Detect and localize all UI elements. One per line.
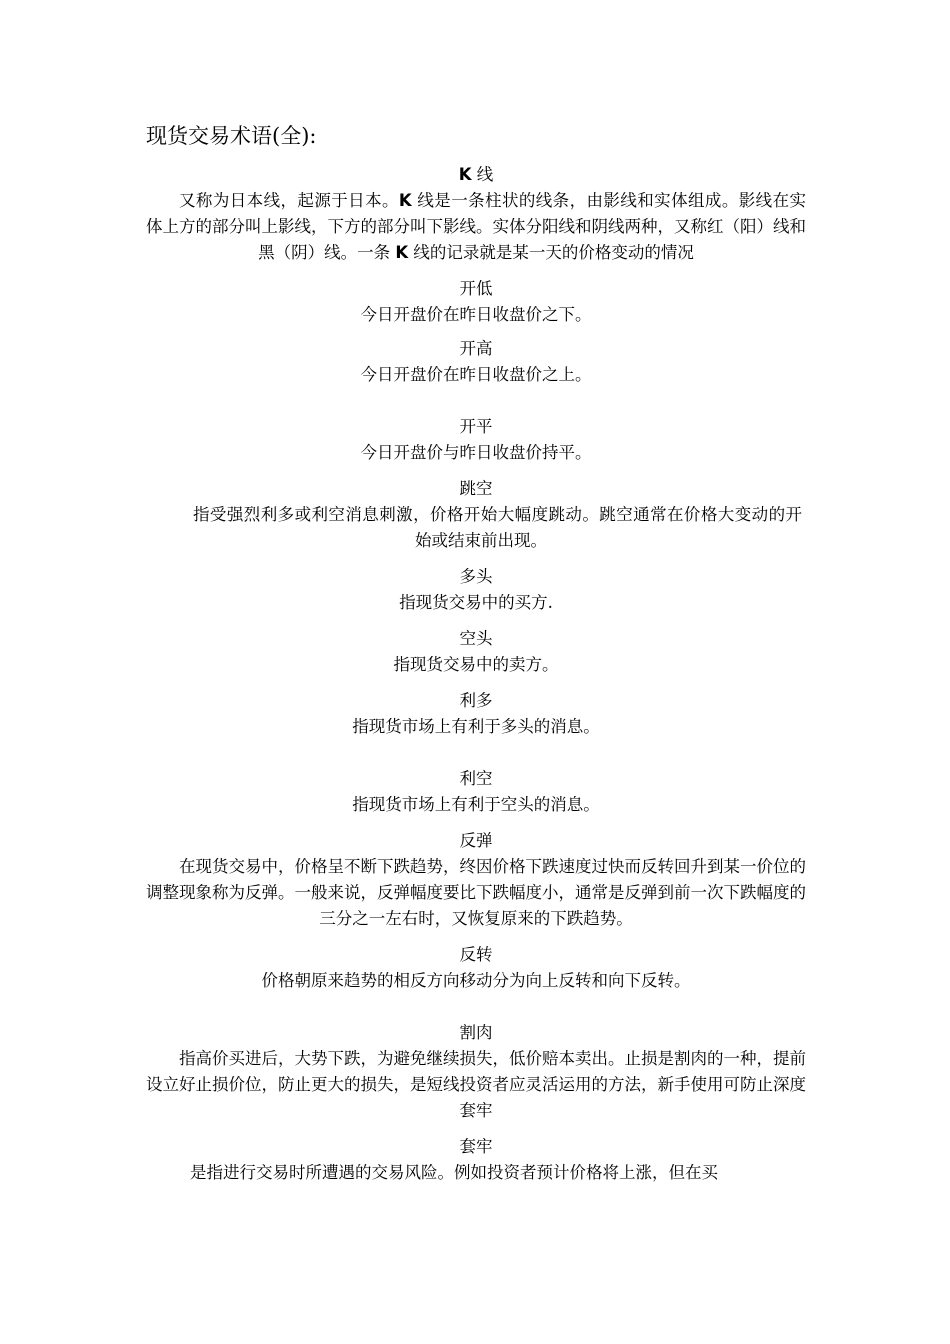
term-definition: 指现货交易中的卖方。	[393, 655, 559, 674]
term-name: K 线	[458, 165, 494, 184]
term-definition: 今日开盘价在昨日收盘价之上。	[360, 365, 592, 384]
term-kai-ping	[146, 414, 806, 466]
term-name: 开高	[459, 339, 493, 358]
term-name: 跳空	[459, 479, 493, 498]
term-ge-rou	[146, 1020, 806, 1124]
term-name: 反转	[459, 945, 493, 964]
term-name: 空头	[459, 629, 493, 648]
term-name: 割肉	[459, 1023, 493, 1042]
term-definition: 今日开盘价在昨日收盘价之下。	[360, 305, 592, 324]
term-name: 多头	[459, 567, 493, 586]
term-definition: 指受强烈利多或利空消息刺激，价格开始大幅度跳动。跳空通常在价格大变动的开始或结束前出现。	[193, 505, 802, 550]
term-list	[146, 162, 806, 1186]
term-name: 套牢	[459, 1137, 493, 1156]
term-tao-lao	[146, 1134, 806, 1186]
term-name: 利空	[459, 769, 493, 788]
term-kai-gao	[146, 336, 806, 388]
term-name: 反弹	[459, 831, 493, 850]
term-kai-di	[146, 276, 806, 328]
term-definition: 价格朝原来趋势的相反方向移动分为向上反转和向下反转。	[261, 971, 691, 990]
term-fan-tan	[146, 828, 806, 932]
term-li-kong	[146, 766, 806, 818]
term-kong-tou	[146, 626, 806, 678]
term-fan-zhuan	[146, 942, 806, 994]
term-name: 利多	[459, 691, 493, 710]
term-definition: 指现货交易中的买方.	[399, 593, 553, 612]
term-definition: 在现货交易中，价格呈不断下跌趋势，终因价格下跌速度过快而反转回升到某一价位的调整现象称为反弹。一般来说，反弹幅度要比下跌幅度小，通常是反弹到前一次下跌幅度的三分之一左右时，又恢复原来的下跌趋势。	[146, 857, 806, 928]
term-definition: 又称为日本线，起源于日本。K 线是一条柱状的线条，由影线和实体组成。影线在实体上方的部分叫上影线，下方的部分叫下影线。实体分阳线和阴线两种，又称红（阳）线和黑（阴）线。一条 K 线的记录就是某一天的价格变动的情况	[146, 191, 807, 262]
term-definition: 指高价买进后，大势下跌，为避免继续损失，低价赔本卖出。止损是割肉的一种，提前设立好止损价位，防止更大的损失，是短线投资者应灵活运用的方法，新手使用可防止深度套牢	[146, 1049, 806, 1120]
term-tiao-kong	[146, 476, 806, 554]
term-name: 开低	[459, 279, 493, 298]
term-definition: 指现货市场上有利于空头的消息。	[352, 795, 600, 814]
term-definition: 指现货市场上有利于多头的消息。	[352, 717, 600, 736]
term-k-line	[146, 162, 806, 266]
term-definition: 今日开盘价与昨日收盘价持平。	[360, 443, 592, 462]
document-title: 现货交易术语(全):	[146, 124, 317, 148]
term-name: 开平	[459, 417, 493, 436]
term-definition: 是指进行交易时所遭遇的交易风险。例如投资者预计价格将上涨，但在买	[190, 1163, 718, 1182]
term-li-duo	[146, 688, 806, 740]
term-duo-tou	[146, 564, 806, 616]
